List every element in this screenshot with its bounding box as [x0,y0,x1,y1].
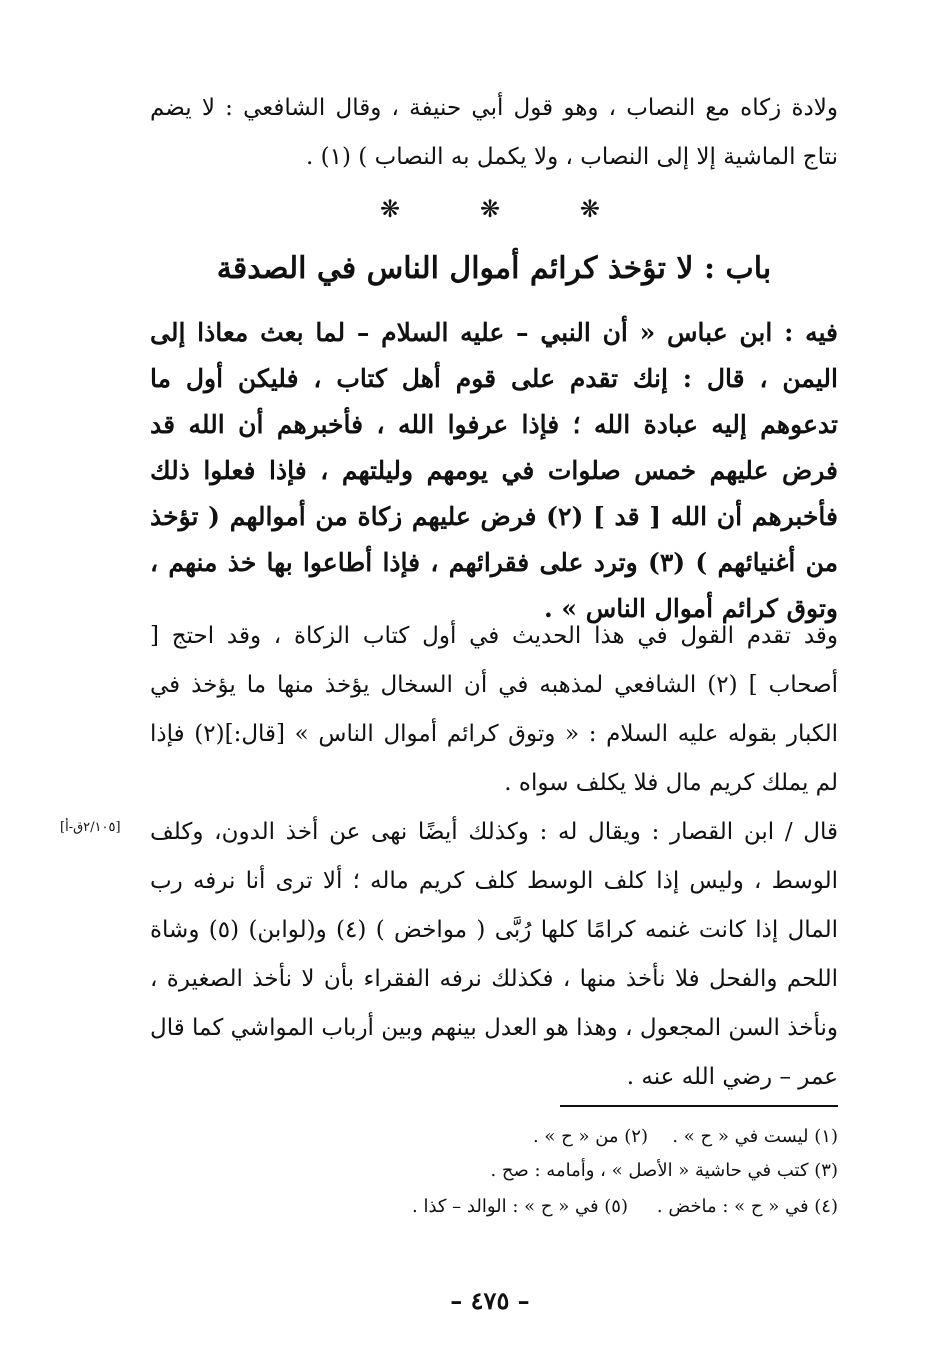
hadith-paragraph: فيه : ابن عباس « أن النبي – عليه السلام – لما بعث معاذا إلى اليمن ، قال : إنك تقدم على قوم أهل كتاب ، فليكن أول ما تدعوهم إليه عبادة الله ؛ فإذا عرفوا الله ، فأخبرهم أن الله قد فرض عليهم خمس صلوات في يومهم وليلتهم ، فإذا فعلوا ذلك فأخبرهم أن الله [ قد ] (٢) فرض عليهم زكاة من أموالهم ( تؤخذ من أغنيائهم ) (٣) وترد على فقرائهم ، فإذا أطاعوا بها خذ منهم ، وتوق كرائم أموال الناس » . [150,318,838,623]
footnote-row [240,1122,838,1152]
footnote-1: (١) ليست في « ح » . [672,1126,838,1147]
chapter-title: باب : لا تؤخذ كرائم أموال الناس في الصدقة [216,251,772,286]
margin-folio-note: [٢/١٠٥ق-أ] [60,820,121,835]
star-ornament-icon: ❋ [380,195,401,223]
intro-paragraph: ولادة زكاه مع النصاب ، وهو قول أبي حنيفة ، وقال الشافعي : لا يضم نتاج الماشية إلا إلى النصاب ، ولا يكمل به النصاب ) (١) . [150,95,839,170]
section-separator [380,194,600,224]
star-ornament-icon: ❋ [579,195,600,223]
footnote-row [240,1192,838,1222]
footnote-5: (٥) في « ح » : الوالد – كذا . [412,1196,628,1217]
commentary-paragraph-1: وقد تقدم القول في هذا الحديث في أول كتاب الزكاة ، وقد احتج [ أصحاب ] (٢) الشافعي لمذهبه في أن السخال يؤخذ منها ما يؤخذ في الكبار بقوله عليه السلام : « وتوق كرائم أموال الناس » [قال:](٢) فإذا لم يملك كريم مال فلا يكلف سواه . [150,623,839,796]
commentary-paragraph-2: قال / ابن القصار : ويقال له : وكذلك أيضًا نهى عن أخذ الدون، وكلف الوسط ، وليس إذا كلف الوسط كلف كريم ماله ؛ ألا ترى أنا نرفه رب المال إذا كانت غنمه كرامًا كلها رُبَّى ( مواخض ) (٤) و(لوابن) (٥) وشاة اللحم والفحل فلا نأخذ منها ، فكذلك نرفه الفقراء بأن لا نأخذ الصغيرة ، ونأخذ السن المجعول ، وهذا هو العدل بينهم وبين أرباب المواشي كما قال عمر – رضي الله عنه . [150,819,839,1090]
footnote-2: (٢) من « ح » . [532,1126,648,1147]
footnote-row [240,1156,838,1186]
footnote-4: (٤) في « ح » : ماخض . [656,1196,838,1217]
star-ornament-icon: ❋ [479,195,501,223]
page-number: – ٤٧٥ – [450,1286,530,1315]
footnote-divider [560,1105,838,1107]
footnote-3: (٣) كتب في حاشية « الأصل » ، وأمامه : صح . [490,1160,838,1181]
